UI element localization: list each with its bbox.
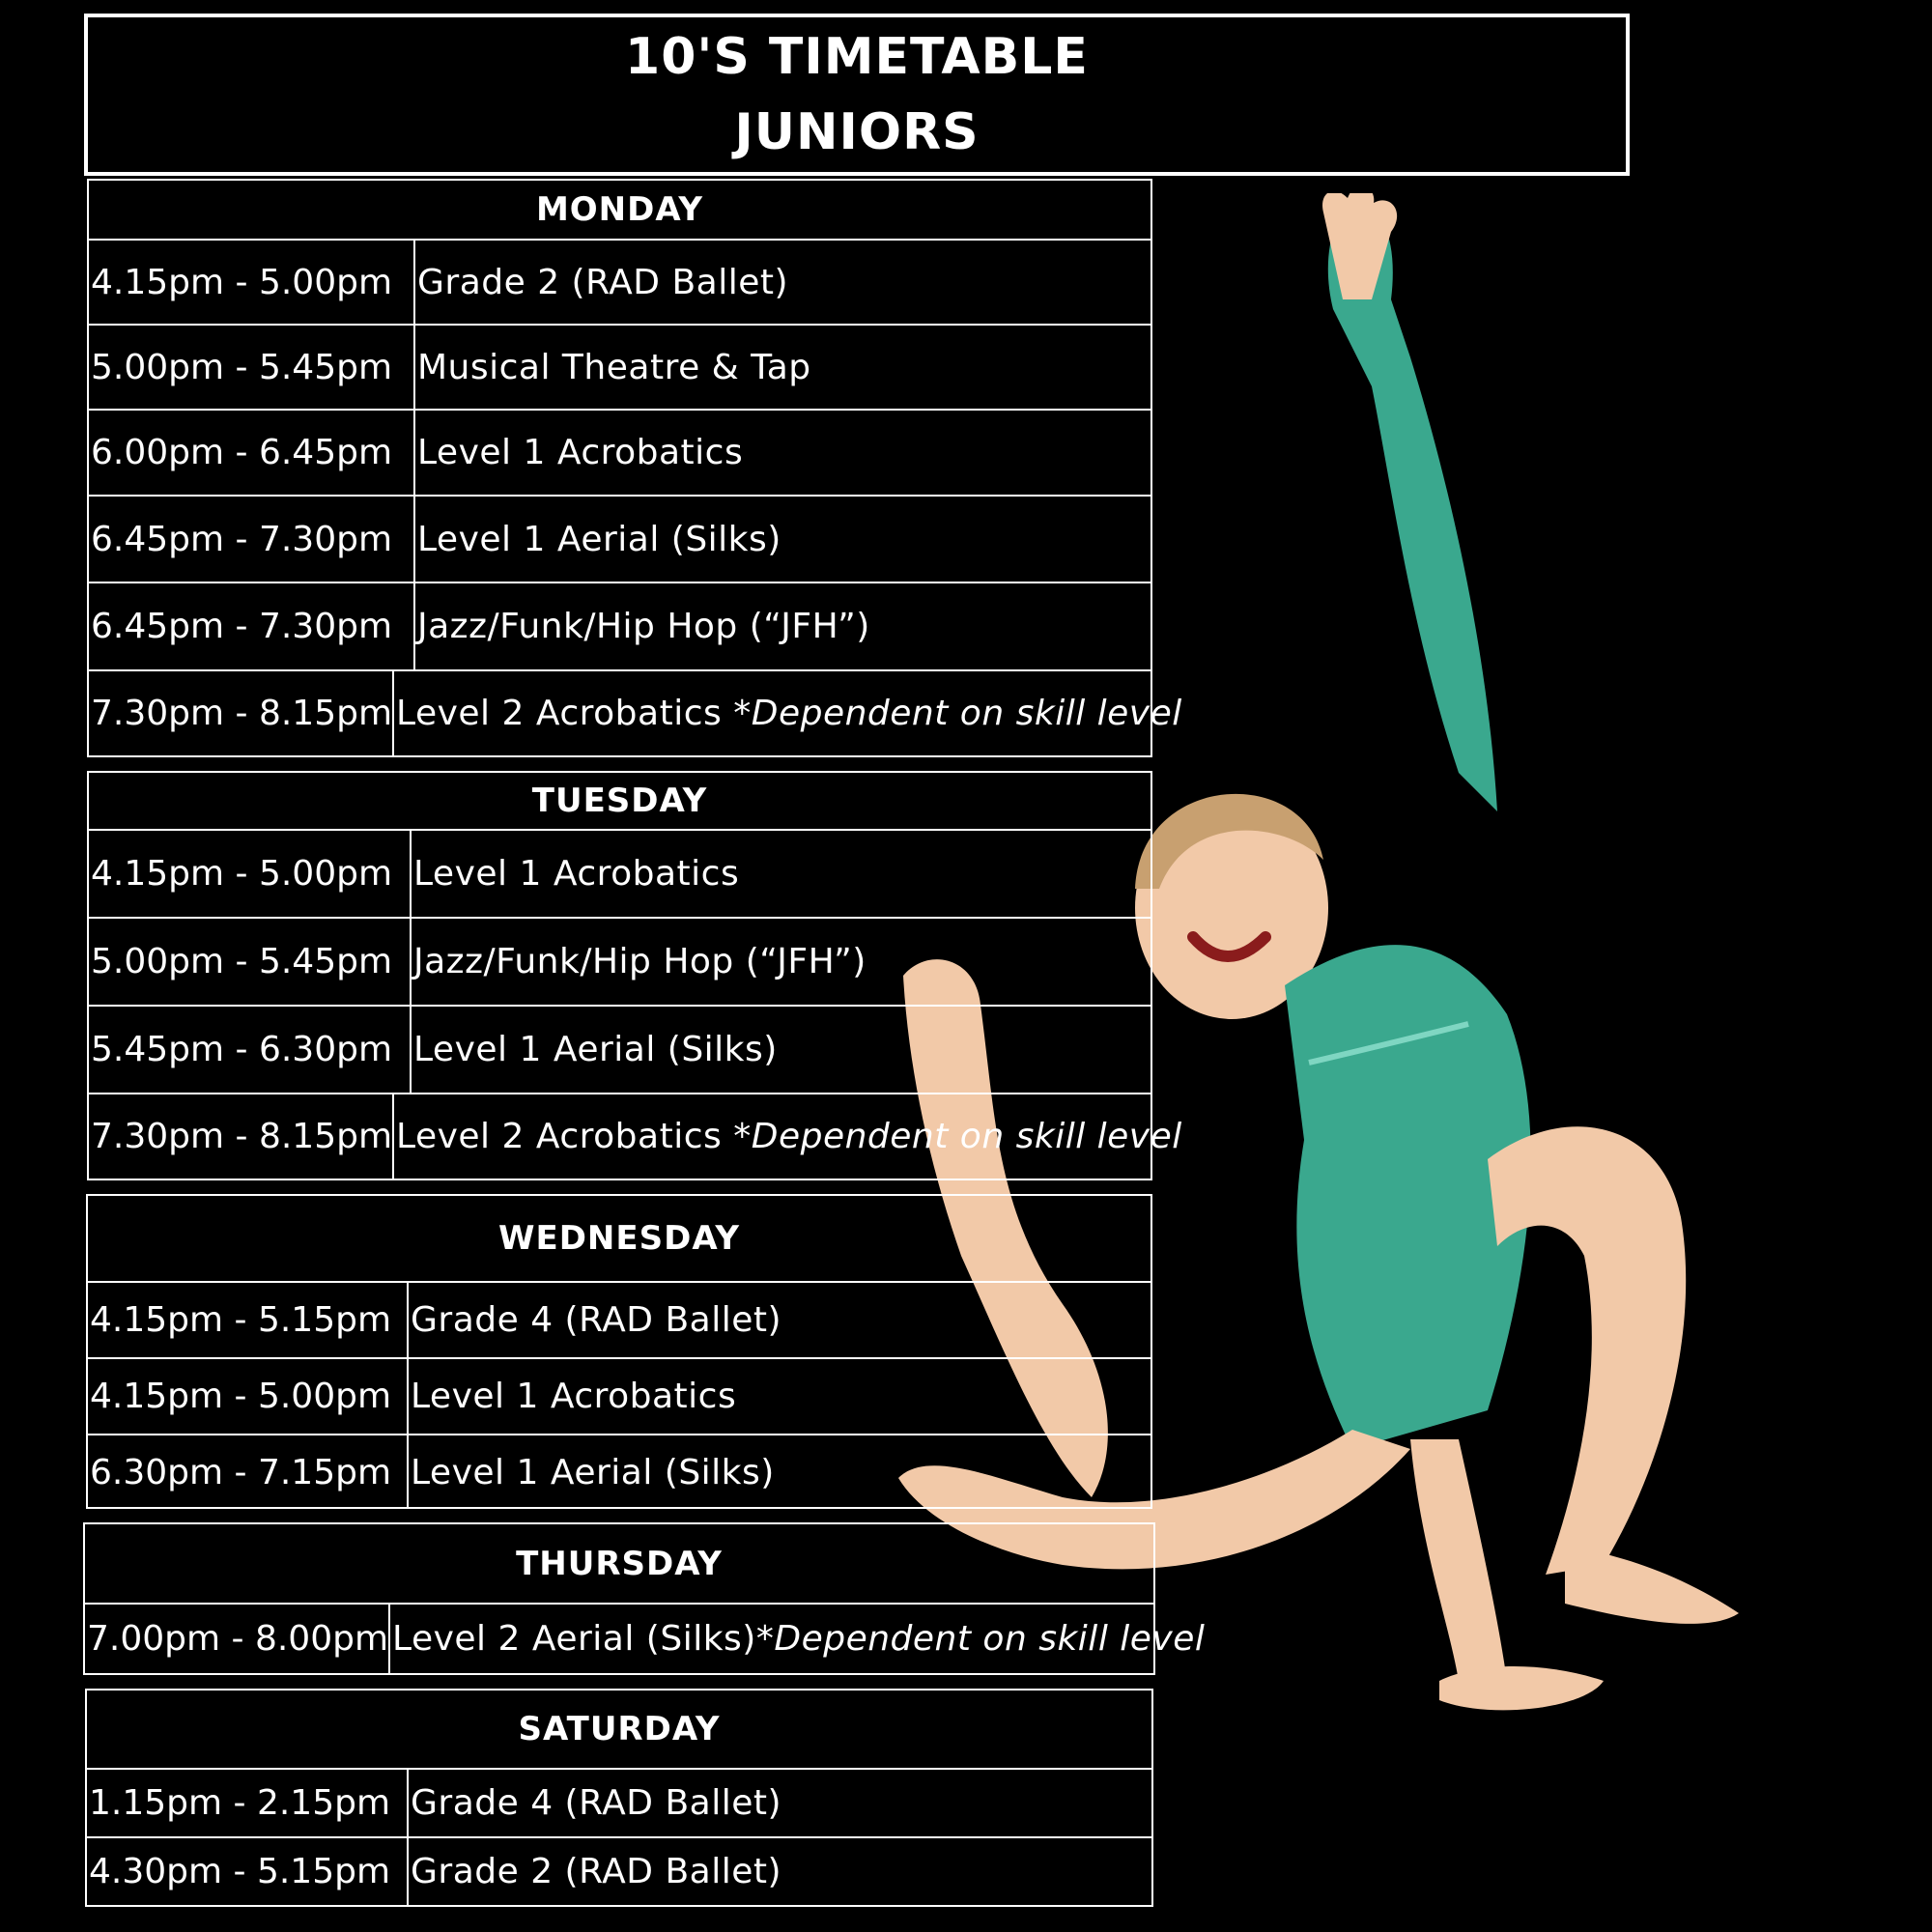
time-cell: 4.15pm - 5.00pm	[89, 831, 412, 917]
class-cell	[415, 326, 1151, 409]
table-row	[89, 1094, 1182, 1179]
time-cell: 4.15pm - 5.00pm	[89, 241, 415, 324]
time-cell: 5.00pm - 5.45pm	[89, 326, 415, 409]
table-row	[88, 1435, 1151, 1509]
day-header-tuesday: TUESDAY	[89, 773, 1151, 831]
class-name: Grade 2 (RAD Ballet)	[417, 262, 789, 302]
thursday-table	[83, 1522, 1206, 1675]
class-name: Musical Theatre & Tap	[417, 347, 811, 387]
class-cell	[390, 1605, 1205, 1673]
class-name: Grade 4 (RAD Ballet)	[411, 1300, 782, 1340]
day-header-thursday: THURSDAY	[85, 1524, 1153, 1605]
class-cell	[415, 411, 1151, 495]
class-cell	[409, 1283, 1151, 1357]
class-cell	[412, 831, 1151, 917]
time-cell: 6.45pm - 7.30pm	[89, 497, 415, 582]
title-line-2: JUNIORS	[734, 103, 980, 161]
table-row	[88, 1359, 1151, 1435]
class-cell	[409, 1770, 1151, 1836]
tuesday-table	[87, 771, 1182, 1180]
monday-table	[87, 179, 1182, 757]
skill-note: *Dependent on skill level	[733, 694, 1182, 733]
table-row	[87, 1838, 1151, 1905]
time-cell: 4.15pm - 5.00pm	[88, 1359, 409, 1434]
class-name: Grade 2 (RAD Ballet)	[411, 1852, 782, 1891]
time-cell: 4.30pm - 5.15pm	[87, 1838, 409, 1905]
class-cell	[394, 1094, 1182, 1179]
day-header-monday: MONDAY	[89, 181, 1151, 241]
time-cell: 6.30pm - 7.15pm	[88, 1435, 409, 1509]
table-row	[89, 411, 1151, 497]
table-row	[89, 831, 1151, 919]
time-cell: 1.15pm - 2.15pm	[87, 1770, 409, 1836]
time-cell: 6.45pm - 7.30pm	[89, 583, 415, 669]
table-row	[89, 497, 1151, 583]
class-cell	[415, 583, 1151, 669]
class-name: Level 1 Aerial (Silks)	[411, 1452, 775, 1492]
class-name: Grade 4 (RAD Ballet)	[411, 1783, 782, 1823]
class-cell	[409, 1359, 1151, 1434]
table-row	[89, 1007, 1151, 1094]
class-cell	[415, 497, 1151, 582]
title-line-1: 10'S TIMETABLE	[625, 28, 1089, 86]
timetable-title-box	[84, 14, 1630, 176]
time-cell: 7.30pm - 8.15pm	[89, 671, 394, 755]
class-name: Level 1 Aerial (Silks)	[413, 1030, 778, 1069]
table-row	[89, 919, 1151, 1007]
time-cell: 4.15pm - 5.15pm	[88, 1283, 409, 1357]
class-name: Level 1 Acrobatics	[417, 433, 744, 472]
class-name: Level 2 Aerial (Silks)	[392, 1619, 756, 1659]
table-row	[89, 326, 1151, 411]
class-cell	[394, 671, 1182, 755]
time-cell: 6.00pm - 6.45pm	[89, 411, 415, 495]
table-row	[88, 1283, 1151, 1359]
time-cell: 5.45pm - 6.30pm	[89, 1007, 412, 1093]
table-row	[89, 671, 1182, 755]
time-cell: 7.30pm - 8.15pm	[89, 1094, 394, 1179]
class-name: Level 2 Acrobatics	[396, 1117, 723, 1156]
skill-note: *Dependent on skill level	[733, 1117, 1182, 1156]
time-cell: 7.00pm - 8.00pm	[85, 1605, 390, 1673]
saturday-table	[85, 1689, 1153, 1907]
skill-note: *Dependent on skill level	[755, 1619, 1206, 1659]
class-name: Level 1 Acrobatics	[411, 1377, 737, 1416]
table-row	[89, 583, 1151, 671]
class-name: Level 1 Aerial (Silks)	[417, 519, 781, 559]
table-row	[87, 1770, 1151, 1838]
day-header-wednesday: WEDNESDAY	[88, 1196, 1151, 1283]
day-header-saturday: SATURDAY	[87, 1690, 1151, 1770]
class-name: Jazz/Funk/Hip Hop (“JFH”)	[413, 942, 867, 981]
class-name: Jazz/Funk/Hip Hop (“JFH”)	[417, 607, 870, 646]
class-cell	[415, 241, 1151, 324]
class-name: Level 1 Acrobatics	[413, 854, 740, 894]
class-cell	[409, 1838, 1151, 1905]
table-row	[85, 1605, 1206, 1673]
table-row	[89, 241, 1151, 326]
class-cell	[412, 1007, 1151, 1093]
class-cell	[412, 919, 1151, 1005]
class-name: Level 2 Acrobatics	[396, 694, 723, 733]
wednesday-table	[86, 1194, 1152, 1509]
time-cell: 5.00pm - 5.45pm	[89, 919, 412, 1005]
class-cell	[409, 1435, 1151, 1509]
